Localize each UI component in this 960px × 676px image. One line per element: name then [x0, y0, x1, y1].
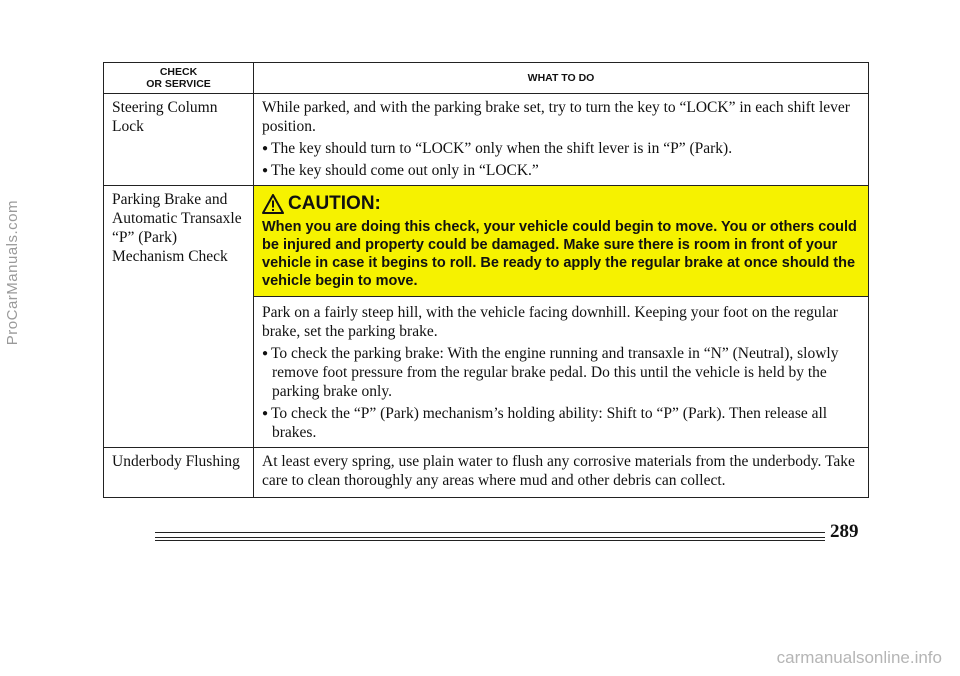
watermark-bottom: carmanualsonline.info: [776, 648, 942, 667]
instruction-text: At least every spring, use plain water to flush any corrosive materials from the underbody. Take care to clean thoroughly any areas where mud and other debris can collect.: [262, 453, 855, 489]
table-row-caution: [104, 186, 869, 297]
instruction-text: Park on a fairly steep hill, with the vehicle facing downhill. Keeping your foot on the regular brake, set the parking brake.: [262, 304, 838, 340]
bullet-icon: ●: [262, 408, 269, 419]
bullet-text: To check the parking brake: With the engine running and transaxle in “N” (Neutral), slowly remove foot pressure from the regular brake pedal. Do this until the vehicle is held by the parking brake only.: [271, 345, 839, 400]
table-row: [104, 94, 869, 186]
service-name: Parking Brake and Automatic Transaxle “P” (Park) Mechanism Check: [104, 186, 254, 448]
footer-rule: [155, 532, 825, 533]
bullet-icon: ●: [262, 348, 269, 359]
bullet-icon: ●: [262, 143, 269, 154]
footer-double-rule: [155, 537, 825, 541]
bullet-icon: ●: [262, 165, 269, 176]
instruction-text: While parked, and with the parking brake set, try to turn the key to “LOCK” in each shift lever position.: [262, 99, 850, 135]
caution-title: CAUTION:: [288, 193, 381, 214]
service-name: Steering Column Lock: [104, 94, 254, 186]
bullet-text: The key should turn to “LOCK” only when the shift lever is in “P” (Park).: [271, 140, 733, 157]
warning-triangle-icon: [262, 194, 284, 214]
instructions: [254, 297, 869, 448]
caution-heading: [262, 192, 858, 216]
bullet-item: [262, 344, 858, 401]
maintenance-table: [103, 62, 869, 498]
instructions: [254, 448, 869, 498]
page-number: 289: [830, 521, 859, 542]
header-check-or-service: CHECK OR SERVICE: [104, 63, 254, 94]
service-name: Underbody Flushing: [104, 448, 254, 498]
instructions: [254, 94, 869, 186]
watermark-side: ProCarManuals.com: [4, 200, 21, 346]
caution-box: [254, 186, 869, 297]
bullet-text: The key should come out only in “LOCK.”: [271, 162, 539, 179]
bullet-item: [262, 404, 858, 442]
bullet-text: To check the “P” (Park) mechanism’s holding ability: Shift to “P” (Park). Then release all brakes.: [271, 405, 828, 441]
table-header-row: [104, 63, 869, 94]
bullet-item: [262, 161, 858, 180]
header-what-to-do: WHAT TO DO: [254, 63, 869, 94]
caution-text: When you are doing this check, your vehicle could begin to move. You or others could be injured and property could be damaged. Make sure there is room in front of your vehicle in case it begins to roll. Be ready to apply the regular brake at once should the vehicle begin to move.: [262, 219, 857, 289]
bullet-item: [262, 139, 858, 158]
table-row: [104, 448, 869, 498]
